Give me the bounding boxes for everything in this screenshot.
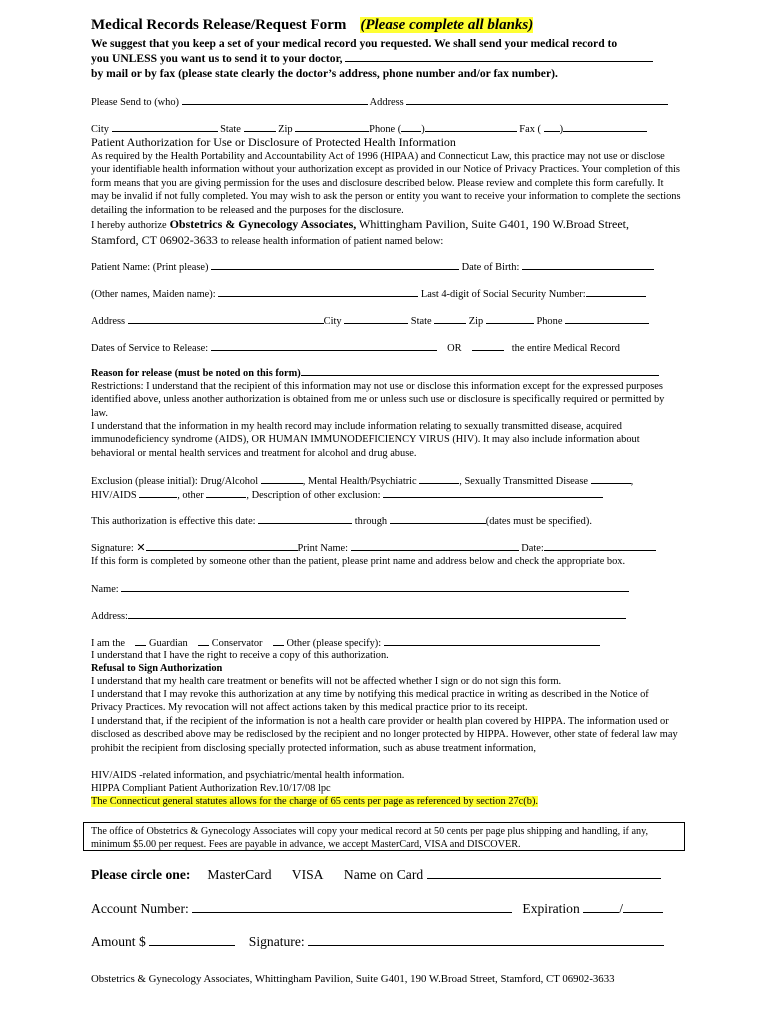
send-to-fax-label: Fax ( [519, 124, 541, 135]
title-text: Medical Records Release/Request Form [91, 17, 347, 33]
rep-name-label: Name: [91, 584, 119, 595]
ssn-field[interactable] [586, 287, 646, 297]
payment-type-row [91, 867, 661, 883]
doctor-field[interactable] [345, 52, 653, 62]
refusal-heading: Refusal to Sign Authorization [91, 663, 223, 674]
patient-name-label: Patient Name: (Print please) [91, 262, 209, 273]
patient-city-label: City [323, 316, 342, 327]
expiration-label: Expiration [522, 901, 580, 916]
refusal-line-3: I understand that, if the recipient of the information is not a health care provider or health plan covered by HIPPA. The information used or disclosed as described above may be redisclosed by the recipient and no longer protected by HIPPA. However, other state of federal law may prohibit the recipient from disclosing specially protected information, such as abuse treatment information, [91, 716, 678, 754]
effective-to-field[interactable] [390, 514, 486, 524]
effective-note: (dates must be specified). [485, 516, 592, 527]
patient-address-row [91, 314, 649, 328]
drug-alcohol-field[interactable] [261, 474, 303, 484]
conservator-checkbox[interactable] [198, 636, 209, 646]
mental-health-field[interactable] [419, 474, 459, 484]
amount-row [91, 934, 664, 950]
patient-city-field[interactable] [344, 314, 408, 324]
send-to-zip-label: Zip [278, 124, 293, 135]
fee-notice-text: The office of Obstetrics & Gynecology Associates will copy your medical record at 50 cents per page plus shipping and handling, if any, minimum $5.00 per request. Fees are payable in advance, we accept MasterCard, VISA and DISCOVER. [91, 826, 649, 851]
send-to-zip-field[interactable] [295, 122, 369, 132]
send-to-phone-close: ) [421, 124, 425, 135]
account-row [91, 901, 663, 917]
authorization-body: As required by the Health Portability and Accountability Act of 1996 (HIPAA) and Connecticut Law, this practice may not use or disclose your identifiable health information without your authorization except as provided in our Notice of Privacy Practices. Your completion of this form means that you are giving permission for the uses and disclosure described below. Please review and complete this form carefully. It may be invalid if not fully completed. You may wish to ask the person or entity you want to receive your information to complete the sections detailing the information to be released and the purposes for the disclosure. [91, 151, 681, 216]
description-field[interactable] [383, 488, 603, 498]
patient-address-field[interactable] [128, 314, 324, 324]
intro-paragraph [91, 37, 691, 81]
send-to-state-label: State [220, 124, 241, 135]
relationship-row [91, 636, 600, 650]
intro-line-1: We suggest that you keep a set of your medical record you requested. We shall send your medical record to [91, 37, 618, 50]
statute-text: The Connecticut general statutes allows for the charge of 65 cents per page as referenced by section 27c(b). [91, 796, 538, 807]
statute-note [91, 795, 538, 808]
other-exclusion-label: , other [177, 490, 204, 502]
print-name-label: Print Name: [297, 543, 349, 554]
patient-state-label: State [410, 316, 432, 327]
practice-name: Obstetrics & Gynecology Associates, [169, 217, 357, 231]
send-to-field[interactable] [182, 95, 368, 105]
name-on-card-field[interactable] [427, 867, 661, 879]
dob-label: Date of Birth: [461, 262, 520, 273]
dob-field[interactable] [522, 260, 654, 270]
send-to-phone-area-field[interactable] [401, 122, 421, 132]
refusal-line-2: I understand that I may revoke this authorization at any time by notifying this medical practice in writing as described in the Notice of Privacy Practices. My revocation will not affect actions taken by this medical practice prior to its receipt. [91, 689, 649, 714]
guardian-checkbox[interactable] [135, 636, 146, 646]
hiv-field[interactable] [139, 488, 177, 498]
account-number-label: Account Number: [91, 901, 189, 916]
send-to-label: Please Send to (who) [91, 97, 180, 108]
dates-of-service-label: Dates of Service to Release: [91, 343, 209, 354]
send-to-phone-label: Phone ( [369, 124, 402, 135]
std-comma: , [630, 476, 634, 487]
or-label: OR [447, 343, 462, 354]
hiv-label: HIV/AIDS [91, 490, 137, 502]
dates-of-service-field[interactable] [211, 341, 437, 351]
mental-health-label: , Mental Health/Psychiatric [302, 476, 417, 487]
through-label: through [354, 516, 388, 527]
signature-date-field[interactable] [544, 541, 656, 551]
intro-line-3: by mail or by fax (please state clearly the doctor’s address, phone number and/or fax number). [91, 66, 558, 80]
visa-option[interactable]: VISA [291, 867, 324, 882]
signature-field[interactable] [146, 541, 298, 551]
circle-one-label: Please circle one: [91, 867, 191, 882]
send-to-address-label: Address [369, 97, 404, 108]
other-names-label: (Other names, Maiden name): [91, 289, 216, 300]
send-to-fax-close: ) [559, 124, 564, 135]
exclusion-block [91, 474, 683, 503]
dates-of-service-row [91, 341, 620, 355]
sign-here-icon: ✕ [136, 541, 146, 554]
rep-name-field[interactable] [121, 582, 629, 592]
conservator-label: Conservator [211, 638, 263, 649]
representative-note: If this form is completed by someone other than the patient, please print name and address below and check the appropriate box. [91, 556, 626, 567]
send-to-address-field[interactable] [406, 95, 668, 105]
rep-name-row [91, 582, 629, 596]
signature-date-label: Date: [521, 543, 544, 554]
send-to-row [91, 95, 668, 109]
patient-phone-label: Phone [536, 316, 563, 327]
signature-row [91, 541, 656, 555]
refusal-line-1: I understand that my health care treatment or benefits will not be affected whether I sign or do not sign this form. [91, 676, 562, 687]
other-names-row [91, 287, 646, 301]
send-to-fax-field[interactable] [563, 122, 647, 132]
other-names-field[interactable] [218, 287, 418, 297]
send-to-city-row [91, 122, 647, 136]
guardian-label: Guardian [149, 638, 188, 649]
authorize-suffix: to release health information of patient named below: [220, 236, 444, 247]
rep-address-label: Address: [91, 611, 128, 622]
effective-from-field[interactable] [258, 514, 352, 524]
signature-label: Signature: [91, 543, 134, 554]
i-am-the-label: I am the [91, 638, 126, 649]
other-relationship-label: Other (please specify): [286, 638, 382, 649]
practice-address-1: Whittingham Pavilion, Suite G401, 190 W.Broad Street, [359, 217, 630, 231]
description-label: , Description of other exclusion: [246, 490, 381, 502]
reason-field[interactable] [301, 366, 659, 376]
send-to-city-label: City [91, 124, 109, 135]
patient-name-row [91, 260, 654, 274]
entire-record-checkbox[interactable] [472, 341, 504, 351]
reason-label: Reason for release (must be noted on this form) [91, 368, 301, 379]
amount-field[interactable] [149, 934, 235, 946]
copy-right-text: I understand that I have the right to receive a copy of this authorization. [91, 650, 389, 661]
fee-notice-box [83, 822, 685, 851]
patient-zip-label: Zip [468, 316, 484, 327]
patient-zip-field[interactable] [486, 314, 534, 324]
intro-line-2 [91, 52, 691, 67]
sensitive-info-text: I understand that the information in my health record may include information relating to sexually transmitted disease, acquired immunodeficiency syndrome (AIDS), OR HUMAN IMMUNODEFICIENCY VIRUS (HIV). It may also include information about behavioral or mental health services and treatment for alcohol and drug abuse. [91, 421, 640, 459]
practice-address-2: Stamford, CT 06902-3633 [91, 233, 218, 247]
intro-line-2-text: you UNLESS you want us to send it to your doctor, [91, 51, 343, 65]
other-checkbox[interactable] [273, 636, 284, 646]
expiration-month-field[interactable] [583, 901, 619, 913]
authorization-heading: Patient Authorization for Use or Disclosure of Protected Health Information [91, 135, 456, 149]
ssn-label: Last 4-digit of Social Security Number: [420, 289, 586, 300]
refusal-line-4: HIV/AIDS -related information, and psychiatric/mental health information. [91, 770, 405, 781]
expiration-slash: / [619, 901, 623, 916]
patient-address-label: Address [91, 316, 126, 327]
other-relationship-field[interactable] [384, 636, 600, 646]
mastercard-option[interactable]: MasterCard [207, 867, 272, 882]
print-name-field[interactable] [351, 541, 519, 551]
rep-address-field[interactable] [128, 609, 626, 619]
authorize-statement [91, 217, 683, 249]
effective-label: This authorization is effective this date: [91, 516, 256, 527]
patient-name-field[interactable] [211, 260, 459, 270]
restrictions-text: Restrictions: I understand that the recipient of this information may not use or disclose this information except for the expressed purposes identified above, unless another authorization is obtained from me or unless such use or disclosure is specifically required or permitted by law. [91, 381, 665, 419]
send-to-fax-area-field[interactable] [544, 122, 560, 132]
account-number-field[interactable] [192, 901, 512, 913]
compliance-note: HIPPA Compliant Patient Authorization Rev.10/17/08 lpc [91, 783, 331, 794]
std-field[interactable] [591, 474, 631, 484]
send-to-phone-field[interactable] [425, 122, 517, 132]
form-title [91, 17, 533, 34]
send-to-state-field[interactable] [244, 122, 276, 132]
rep-address-row [91, 609, 626, 623]
patient-state-field[interactable] [434, 314, 466, 324]
other-exclusion-field[interactable] [206, 488, 246, 498]
std-label: , Sexually Transmitted Disease [459, 476, 589, 487]
entire-record-label: the entire Medical Record [511, 343, 620, 354]
title-note: (Please complete all blanks) [360, 17, 534, 33]
name-on-card-label: Name on Card [343, 867, 424, 882]
expiration-year-field[interactable] [623, 901, 663, 913]
exclusion-label: Exclusion (please initial): Drug/Alcohol [91, 476, 259, 487]
payment-signature-field[interactable] [308, 934, 664, 946]
patient-phone-field[interactable] [565, 314, 649, 324]
effective-row [91, 514, 592, 528]
footer-address: Obstetrics & Gynecology Associates, Whittingham Pavilion, Suite G401, 190 W.Broad Street, Stamford, CT 06902-3633 [91, 973, 615, 985]
payment-signature-label: Signature: [248, 934, 305, 949]
reason-row [91, 366, 659, 380]
send-to-city-field[interactable] [112, 122, 218, 132]
authorize-prefix: I hereby authorize [91, 220, 167, 231]
amount-label: Amount $ [91, 934, 146, 949]
